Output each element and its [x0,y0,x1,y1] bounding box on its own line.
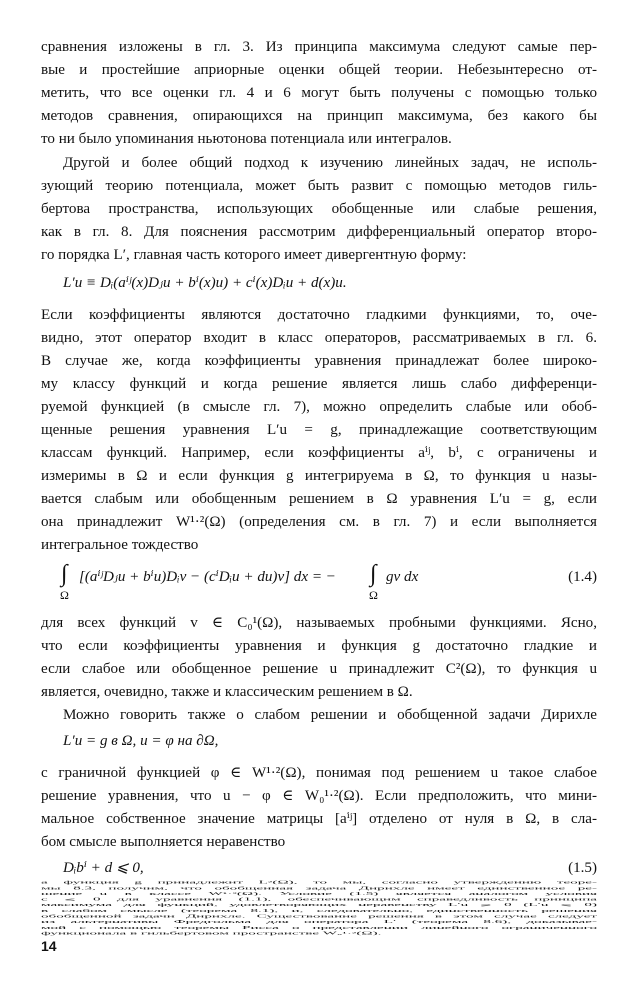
text-line: интегральное тождество [41,537,199,553]
text-line: Другой и более общий подход к изучению линейных задач, не исполь- [63,155,597,171]
text-line: мы 8.3, получим, что обобщенная задача Дирихле имеет единственное ре- [41,886,597,891]
text-line: вается слабым или обобщенным решением в Ω уравнения L′u = g, если [41,491,597,507]
integral-domain: Ω [369,588,378,602]
text-line: бом смысле выполняется неравенство [41,834,286,850]
text-line: Если коэффициенты являются достаточно гладкими функциями, то, оче- [41,307,597,323]
text-line: а функция g принадлежит L²(Ω), то мы, согласно утверждению теоре- [41,880,597,885]
integral-domain: Ω [60,588,69,602]
text-line: вые и простейшие априорные оценки общей теории. Небезынтересно от- [41,62,597,78]
text-line: обобщенной задачи Дирихле. Существование решения в этом случае следует [41,914,597,919]
formula-inequality: Dᵢbⁱ + d ⩽ 0, [63,860,144,876]
text-line: максимума для функций, удовлетворяющих неравенству L′u ⩾ 0 (L′u ⩽ 0) [41,903,597,908]
text-line: щенные решения уравнения L′u = g, принадлежащие соответствующим [41,422,597,438]
text-line: для всех функций v ∈ C₀¹(Ω), называемых пробными функциями. Ясно, [41,615,597,631]
text-line: функционала в гильбертовом пространстве W₀¹·²(Ω). [41,931,382,936]
text-line: го порядка L′, главная часть которого имеет дивергентную форму: [41,247,467,263]
integral-sign: ∫ [61,561,68,587]
text-line: шение u в классе W¹·²(Ω). Условие (1.5) является аналогом условия [41,892,597,896]
paragraph-g-container [41,880,597,936]
formula-divergent-form: L′u ≡ Dᵢ(aⁱʲ(x)Dⱼu + bⁱ(x)u) + cⁱ(x)Dᵢu + d(x)u. [63,275,347,291]
text-line: решение уравнения, что u − φ ∈ W₀¹·²(Ω). Если предположить, что мини- [41,788,597,804]
integral-left-side: [(aⁱʲDⱼu + bⁱu)Dᵢv − (cⁱDᵢu + du)v] dx = − [79,569,336,585]
text-line: c ⩽ 0 для уравнения (1.1), обеспечивающим справедливость принципа [41,897,597,902]
text-line: мой с помощью теоремы Рисса о представлении линейного ограниченного [41,925,597,930]
equation-number: (1.4) [568,569,597,585]
text-line: с граничной функцией φ ∈ W¹·²(Ω), понимая под решением u такое слабое [41,765,597,781]
text-line: руемой функцией (в смысле гл. 7), можно определить слабые или обоб- [41,399,597,415]
text-line: бертова пространства, использующих обобщенные или слабые решения, [41,201,597,217]
text-line: если слабое или обобщенное решение u принадлежит C²(Ω), то функция u [41,661,597,677]
text-line: что если коэффициенты уравнения и функция g достаточно гладкие и [41,638,597,654]
text-line: она принадлежит W¹·²(Ω) (определения см. в гл. 7) и если выполняется [41,514,597,530]
text-line: то ни было упоминания ньютонова потенциала или интегралов. [41,131,452,147]
paragraph-g-text [41,880,597,936]
equation-number: (1.5) [568,860,597,876]
text-line: сравнения изложены в гл. 3. Из принципа максимума следуют самые пер- [41,39,597,55]
text-line: мальное собственное значение матрицы [aⁱʲ] отделено от нуля в Ω, в сла- [41,811,597,827]
text-line: В случае же, когда коэффициенты уравнения принадлежат более широко- [41,353,597,369]
text-line: из альтернативы Фредгольма для оператора L′ (теорема 8.6), доказывае- [41,920,597,925]
page-number: 14 [41,938,57,954]
text-line: как в гл. 8. Для пояснения рассмотрим дифференциальный оператор второ- [41,224,597,240]
text-line: является, очевидно, также и классическим решением в Ω. [41,684,413,700]
text-line: в слабом смысле (теорема 8.1), и, следовательно, единственность решения [41,908,597,913]
text-line: методов сравнения, опирающихся на принцип максимума, без какого бы [41,108,597,124]
text-line: зующий теорию потенциала, может быть развит с помощью методов гиль- [41,178,597,194]
text-line: видно, этот оператор входит в класс операторов, рассматриваемых в гл. 6. [41,330,597,346]
text-line: классам функций. Например, если коэффициенты aⁱʲ, bⁱ, c ограничены и [41,445,597,461]
text-line: измеримы в Ω и если функция g интегрируема в Ω, то функция u назы- [41,468,597,484]
integral-right-side: gv dx [386,569,419,585]
text-line: Можно говорить также о слабом решении и обобщенной задачи Дирихле [63,707,597,723]
formula-dirichlet-problem: L′u = g в Ω, u = φ на ∂Ω, [63,733,219,749]
text-line: метить, что все оценки гл. 4 и 6 могут быть получены с помощью только [41,85,597,101]
text-line: му классу функций и когда решение является лишь слабо дифференци- [41,376,597,392]
integral-sign: ∫ [370,561,377,587]
